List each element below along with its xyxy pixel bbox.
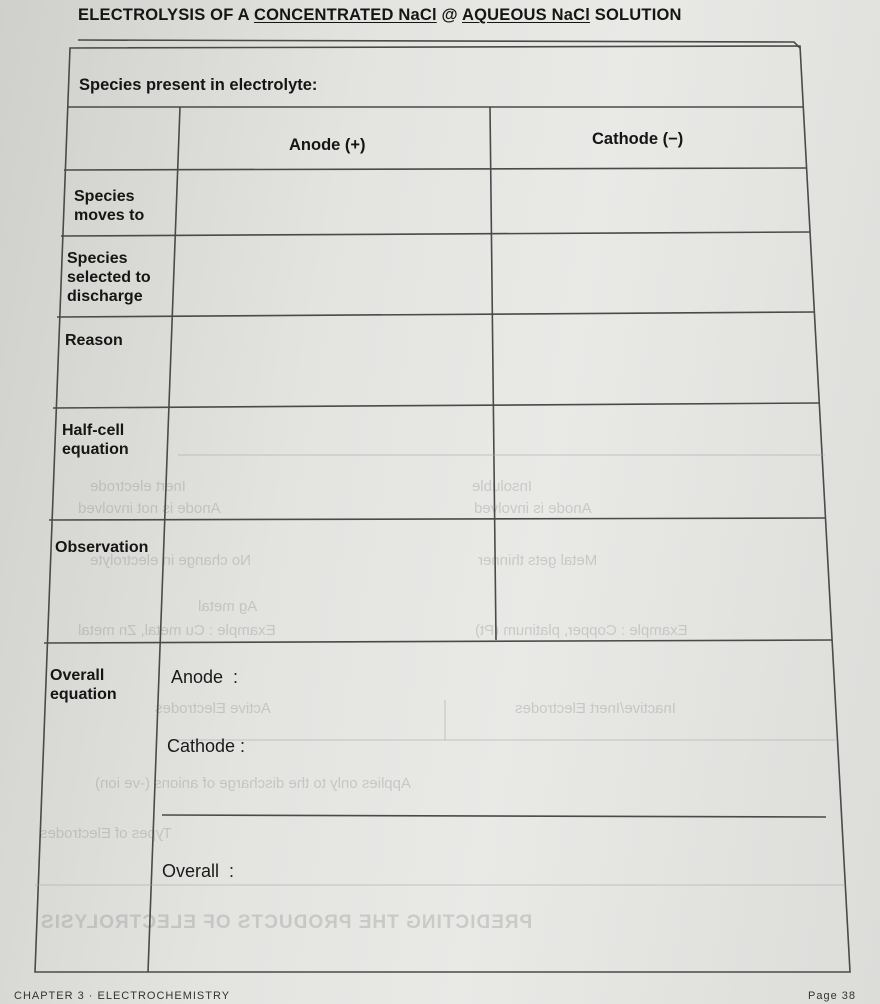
title-connector: @: [436, 6, 462, 24]
row-label-overall-equation: Overall equation: [50, 667, 117, 703]
title-prefix: ELECTROLYSIS OF A: [78, 6, 254, 24]
row-line: [61, 232, 810, 236]
col-divider-mid: [490, 107, 496, 640]
showthrough-text: Example : Cu metal, Zn metal: [78, 622, 276, 639]
showthrough-text: No change in electrolyte: [90, 552, 251, 569]
overall-cathode-label: Cathode :: [167, 736, 246, 756]
anode-header: Anode (+): [289, 136, 366, 154]
row-line: [57, 312, 815, 317]
showthrough-text: Applies only to the discharge of anions (-ve ion): [95, 775, 412, 792]
showthrough-text: Example : Copper, platinum (Pt): [475, 622, 688, 639]
footer-page: Page 38: [808, 990, 856, 1002]
title-aqueous: AQUEOUS NaCl: [461, 6, 590, 24]
title-suffix: SOLUTION: [590, 6, 682, 24]
showthrough-text: Ag metal: [198, 598, 258, 615]
showthrough-text: Types of Electrodes: [40, 825, 172, 842]
row-label-half-cell: Half-cell equation: [62, 422, 129, 458]
title-concentrated: CONCENTRATED NaCl: [253, 6, 437, 24]
showthrough-text: Inert electrode: [90, 478, 186, 495]
showthrough-text: Insoluble: [472, 478, 533, 495]
row-label-reason: Reason: [65, 332, 123, 349]
species-present-label: Species present in electrolyte:: [79, 76, 318, 94]
row-label-moves-to: Species moves to: [74, 188, 145, 224]
overall-anode-label: Anode :: [171, 667, 239, 687]
col-divider-left: [148, 107, 180, 972]
showthrough-text: Active Electrodes: [155, 700, 271, 717]
showthrough-text: Anode is not involved: [78, 500, 221, 517]
row-line: [44, 640, 832, 643]
cathode-header: Cathode (−): [592, 130, 684, 148]
showthrough-text: Inactive/Inert Electrodes: [515, 700, 676, 717]
showthrough-text: PREDICTING THE PRODUCTS OF ELECTROLYSIS: [40, 912, 533, 933]
row-line: [53, 403, 820, 408]
table-outer-border: [35, 46, 850, 972]
row-label-selected: Species selected to discharge: [67, 250, 151, 305]
row-line: [64, 168, 806, 170]
overall-total-label: Overall :: [162, 861, 235, 881]
cathode-answer-line: [162, 815, 826, 817]
footer-chapter: CHAPTER 3 · ELECTROCHEMISTRY: [14, 990, 231, 1002]
showthrough-text: Anode is involved: [474, 500, 592, 517]
showthrough-text: Metal gets thinner: [478, 552, 598, 569]
row-label-observation: Observation: [55, 539, 149, 556]
